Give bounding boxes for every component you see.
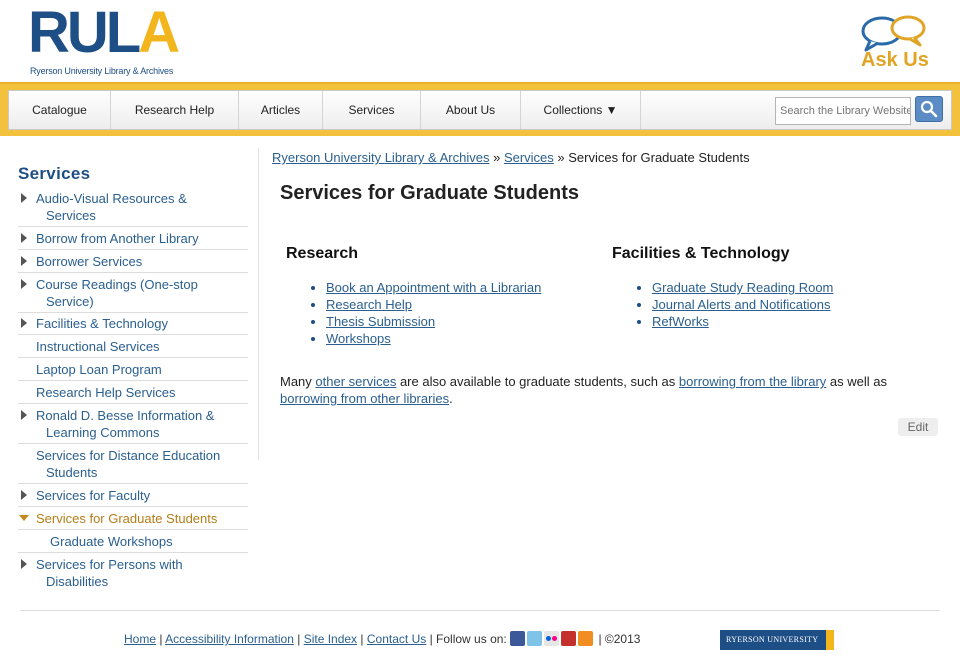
sidebar-item-distance-education[interactable] [18, 447, 248, 484]
sidebar-item-label-cont: Service) [46, 294, 94, 309]
sidebar-item-label: Services for Distance Education [36, 448, 221, 463]
expand-arrow-icon[interactable] [21, 279, 27, 289]
rss-icon[interactable] [578, 631, 593, 646]
list-item [652, 313, 833, 330]
list-item [326, 296, 541, 313]
borrowing-other-libraries-link[interactable]: borrowing from other libraries [280, 391, 450, 406]
logo-text: RUL [28, 0, 139, 65]
sidebar-item-label: Services for Graduate Students [36, 511, 218, 526]
expand-arrow-icon[interactable] [21, 410, 27, 420]
sidebar-item-services-for-faculty[interactable] [18, 487, 248, 507]
youtube-icon[interactable] [561, 631, 576, 646]
journal-alerts-link[interactable]: Journal Alerts and Notifications [652, 297, 831, 312]
sidebar-title: Services [18, 164, 91, 183]
list-item [652, 279, 833, 296]
nav-catalogue[interactable]: Catalogue [9, 91, 111, 129]
magnifier-icon [916, 97, 942, 121]
footer-separator: | [297, 632, 301, 646]
footer [124, 631, 640, 646]
borrowing-from-library-link[interactable]: borrowing from the library [678, 374, 827, 389]
ryerson-university-logo[interactable] [720, 630, 834, 650]
facilities-heading: Facilities & Technology [612, 245, 790, 262]
research-help-link[interactable]: Research Help [326, 297, 412, 312]
sidebar-item-label: Graduate Workshops [50, 534, 173, 549]
footer-separator: | [159, 632, 163, 646]
flickr-icon[interactable] [544, 631, 559, 646]
breadcrumb [272, 150, 750, 165]
nav-services[interactable]: Services [323, 91, 421, 129]
nav-research-help[interactable]: Research Help [111, 91, 239, 129]
sidebar-item-research-help-services[interactable] [18, 384, 248, 404]
sidebar-item-label: Instructional Services [36, 339, 160, 354]
facilities-links-list [652, 279, 833, 330]
nav-collections-dropdown[interactable]: Collections ▼ [521, 91, 641, 129]
ask-us-label: Ask Us [861, 49, 929, 71]
main-nav-bar [0, 82, 960, 136]
sidebar-item-borrow-another-library[interactable] [18, 230, 248, 250]
footer-separator: | [598, 632, 602, 646]
sidebar-item-label: Course Readings (One-stop [36, 277, 198, 292]
sidebar-item-graduate-students[interactable] [18, 510, 248, 530]
refworks-link[interactable]: RefWorks [652, 314, 709, 329]
site-search-input[interactable] [775, 97, 911, 125]
sidebar-item-label: Borrower Services [36, 254, 143, 269]
thesis-submission-link[interactable]: Thesis Submission [326, 314, 436, 329]
sidebar-item-label: Facilities & Technology [36, 316, 168, 331]
logo-subtitle: Ryerson University Library & Archives [30, 66, 174, 76]
sidebar-item-label-cont: Disabilities [46, 574, 109, 589]
sidebar-item-label: Audio-Visual Resources & [36, 191, 187, 206]
footer-accessibility-link[interactable]: Accessibility Information [165, 632, 294, 646]
expand-arrow-icon[interactable] [21, 490, 27, 500]
sidebar-divider [258, 148, 259, 460]
nav-articles[interactable]: Articles [239, 91, 323, 129]
sidebar-item-persons-with-disabilities[interactable] [18, 556, 248, 592]
paragraph-text: . [449, 391, 453, 406]
expand-arrow-icon[interactable] [21, 256, 27, 266]
facebook-icon[interactable] [510, 631, 525, 646]
breadcrumb-home-link[interactable]: Ryerson University Library & Archives [272, 150, 490, 165]
sidebar-item-graduate-workshops[interactable] [18, 533, 248, 553]
sidebar-item-facilities-technology[interactable] [18, 315, 248, 335]
search-button[interactable] [915, 96, 943, 122]
footer-site-index-link[interactable]: Site Index [303, 632, 358, 646]
sidebar-item-label-cont: Services [46, 208, 96, 223]
sidebar-item-audio-visual[interactable] [18, 190, 248, 227]
breadcrumb-services-link[interactable]: Services [503, 150, 554, 165]
sidebar-item-label: Services for Faculty [36, 488, 151, 503]
list-item [652, 296, 833, 313]
footer-home-link[interactable]: Home [124, 632, 157, 646]
footer-separator: | [429, 632, 433, 646]
logo-stripe [826, 630, 834, 650]
footer-divider [20, 610, 940, 611]
services-paragraph [280, 373, 940, 407]
library-logo[interactable] [28, 0, 188, 80]
footer-separator: | [360, 632, 364, 646]
copyright: ©2013 [604, 632, 641, 646]
edit-button[interactable]: Edit [898, 418, 938, 436]
paragraph-text: are also available to graduate students, such as [396, 374, 679, 389]
list-item [326, 313, 541, 330]
sidebar-item-instructional-services[interactable] [18, 338, 248, 358]
sidebar-item-label: Borrow from Another Library [36, 231, 199, 246]
expand-arrow-icon[interactable] [21, 193, 27, 203]
study-reading-room-link[interactable]: Graduate Study Reading Room [652, 280, 834, 295]
list-item [326, 279, 541, 296]
main-nav [8, 90, 952, 130]
sidebar-item-label-cont: Students [46, 465, 98, 480]
paragraph-text: Many [280, 374, 316, 389]
research-links-list [326, 279, 541, 347]
follow-us-label: Follow us on: [436, 632, 507, 646]
sidebar-item-besse-learning-commons[interactable] [18, 407, 248, 444]
expand-arrow-icon[interactable] [21, 559, 27, 569]
book-appointment-link[interactable]: Book an Appointment with a Librarian [326, 280, 542, 295]
sidebar-item-borrower-services[interactable] [18, 253, 248, 273]
sidebar-item-laptop-loan[interactable] [18, 361, 248, 381]
workshops-link[interactable]: Workshops [326, 331, 391, 346]
collapse-arrow-icon[interactable] [19, 515, 29, 521]
sidebar-item-label: Ronald D. Besse Information & [36, 408, 215, 423]
sidebar-item-label: Laptop Loan Program [36, 362, 162, 377]
nav-about-us[interactable]: About Us [421, 91, 521, 129]
footer-contact-link[interactable]: Contact Us [366, 632, 427, 646]
paragraph-text: as well as [826, 374, 887, 389]
ask-us-link[interactable] [858, 14, 934, 74]
research-heading: Research [286, 245, 359, 262]
breadcrumb-separator: » [553, 150, 569, 165]
chat-bubbles-icon [858, 14, 934, 54]
expand-arrow-icon[interactable] [21, 318, 27, 328]
breadcrumb-separator: » [489, 150, 504, 165]
expand-arrow-icon[interactable] [21, 233, 27, 243]
sidebar-item-label-cont: Learning Commons [46, 425, 160, 440]
other-services-link[interactable]: other services [315, 374, 397, 389]
twitter-icon[interactable] [527, 631, 542, 646]
page-title: Services for Graduate Students [280, 182, 579, 204]
ryerson-logo-text: RYERSON UNIVERSITY [726, 635, 819, 644]
logo-accent: A [138, 0, 178, 65]
sidebar-item-label: Research Help Services [36, 385, 176, 400]
sidebar-item-label: Services for Persons with [36, 557, 183, 572]
breadcrumb-current: Services for Graduate Students [568, 150, 750, 165]
list-item [326, 330, 541, 347]
sidebar-item-course-readings[interactable] [18, 276, 248, 313]
